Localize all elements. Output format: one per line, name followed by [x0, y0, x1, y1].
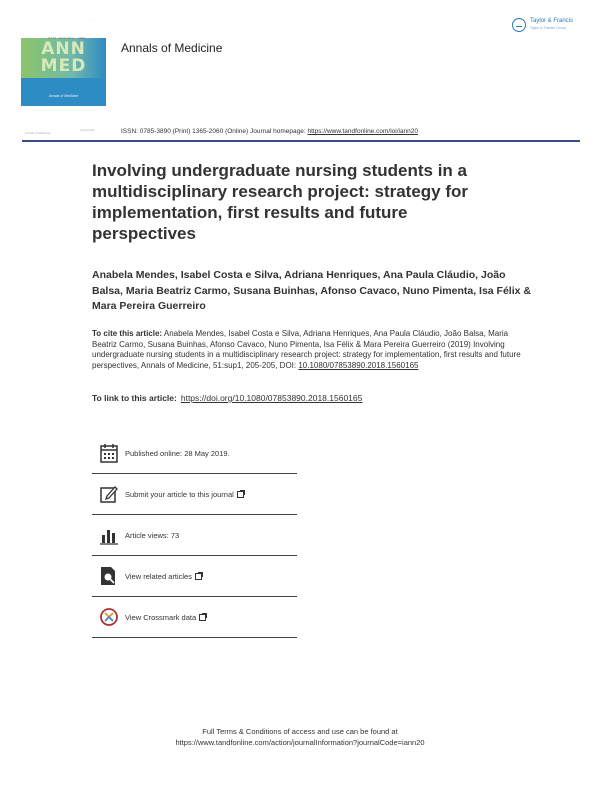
citation-block	[92, 329, 522, 371]
crossmark-link[interactable]	[92, 597, 297, 638]
submit-article-link[interactable]	[92, 474, 297, 515]
cover-top-tiny: · · · · ·	[88, 18, 97, 22]
edit-icon	[100, 484, 118, 504]
crossmark-badge[interactable]: Crossmark	[80, 128, 95, 132]
document-search-icon	[100, 566, 118, 586]
journal-cover	[21, 38, 106, 106]
citation-label: To cite this article:	[92, 329, 163, 338]
article-link-line	[92, 393, 362, 403]
journal-homepage-link[interactable]: https://www.tandfonline.com/loi/iann20	[307, 128, 419, 135]
related-articles-text: View related articles	[125, 571, 192, 581]
related-articles-link[interactable]	[92, 556, 297, 597]
citation-text: Anabela Mendes, Isabel Costa e Silva, Adriana Henriques, Ana Paula Cláudio, João Balsa, Maria Beatriz Carmo, Susana Buinhas, Afonso Cavaco, Nuno Pimenta, Isa Félix & Mara Pereira Guerreiro (2019) Involving undergraduate nursing students in a multidisciplinary research project: strategy for implementation, first results and future perspectives, Annals of Medicine, 51:sup1, 205-205, DOI:	[92, 329, 521, 370]
published-online-label: Published online: 28 May 2019.	[125, 448, 230, 458]
bar-chart-icon	[100, 525, 118, 545]
cover-volume-line: Vol 51 · September · · 2019	[48, 36, 85, 40]
submit-article-text: Submit your article to this journal	[125, 489, 234, 499]
header-divider	[22, 140, 580, 142]
footer-terms-text: Full Terms & Conditions of access and use can be found at	[202, 727, 398, 736]
journal-title: Annals of Medicine	[121, 41, 223, 55]
article-authors: Anabela Mendes, Isabel Costa e Silva, Adriana Henriques, Ana Paula Cláudio, João Balsa, Maria Beatriz Carmo, Susana Buinhas, Afonso Cavaco, Nuno Pimenta, Isa Félix & Mara Pereira Guerreiro	[92, 269, 531, 312]
publisher-name: Taylor & Francis	[530, 18, 574, 24]
publisher-logo-icon	[512, 18, 526, 32]
cover-subtitle: Annals of Medicine	[48, 94, 79, 98]
article-link-label: To link to this article:	[92, 393, 177, 403]
external-link-icon	[237, 491, 244, 498]
publisher-logo[interactable]	[512, 18, 584, 36]
crossmark-icon	[100, 607, 118, 627]
published-online-item	[92, 433, 297, 474]
article-doi-url[interactable]: https://doi.org/10.1080/07853890.2018.1560165	[180, 393, 363, 403]
cover-logo-text: ANN MED	[40, 39, 87, 76]
crossmark-label	[125, 613, 206, 622]
citation-doi-link[interactable]: 10.1080/07853890.2018.1560165	[298, 360, 419, 370]
tiny-journal-label: Annals of Medicine	[25, 131, 51, 135]
crossmark-text: View Crossmark data	[125, 612, 197, 622]
publisher-tagline: Taylor & Francis Group	[530, 26, 566, 30]
article-views-label: Article views: 73	[125, 530, 180, 540]
article-actions-menu	[92, 433, 297, 638]
footer-terms-link[interactable]: https://www.tandfonline.com/action/journalInformation?journalCode=iann20	[175, 738, 425, 747]
external-link-icon	[199, 614, 206, 621]
article-title: Involving undergraduate nursing students in a multidisciplinary research project: strategy for implementation, first results and future perspectives	[92, 161, 469, 243]
calendar-icon	[100, 443, 118, 463]
external-link-icon	[195, 573, 202, 580]
related-articles-label	[125, 572, 202, 581]
submit-article-label	[125, 490, 244, 499]
footer	[0, 726, 600, 748]
issn-text: ISSN: 0785-3890 (Print) 1365-2060 (Online) Journal homepage:	[121, 128, 306, 135]
article-views-item	[92, 515, 297, 556]
issn-line	[121, 128, 418, 135]
